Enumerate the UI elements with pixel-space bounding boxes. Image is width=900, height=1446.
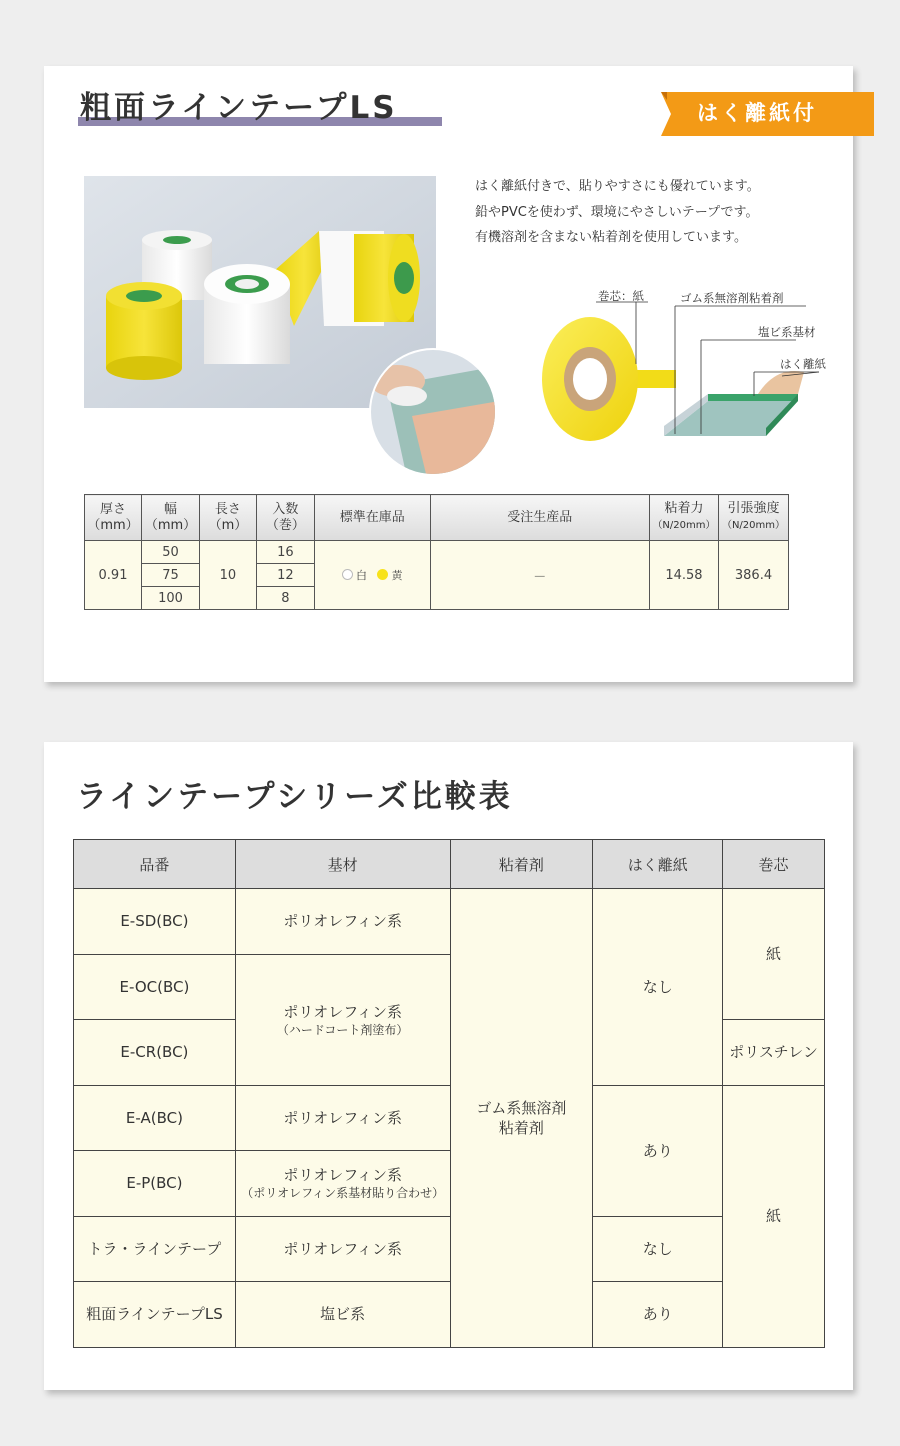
adhesive-cell: ゴム系無溶剤 粘着剤 — [450, 889, 593, 1348]
tensile-value: 386.4 — [718, 541, 788, 610]
description-line: はく離紙付きで、貼りやすさにも優れています。 — [475, 179, 760, 194]
liner-cell: あり — [593, 1282, 723, 1348]
product-title: 粗面ラインテープLS — [80, 90, 398, 126]
stock-colors — [314, 541, 430, 610]
comparison-table — [73, 839, 825, 1348]
description-line: 有機溶剤を含まない粘着剤を使用しています。 — [475, 230, 747, 245]
header-core: 巻芯 — [723, 840, 825, 889]
header-quantity: 入数 （巻） — [256, 495, 314, 541]
liner-cell: なし — [593, 889, 723, 1086]
base-cell: ポリオレフィン系 — [235, 1085, 450, 1151]
liner-badge-text: はく離紙付 — [697, 101, 817, 125]
base-cell: ポリオレフィン系 — [235, 1216, 450, 1282]
white-swatch-icon — [342, 569, 353, 580]
header-stock: 標準在庫品 — [314, 495, 430, 541]
quantity-value: 8 — [256, 587, 314, 610]
yellow-swatch-icon — [377, 569, 388, 580]
quantity-value: 16 — [256, 541, 314, 564]
core-cell: 紙 — [723, 1085, 825, 1347]
liner-badge — [661, 92, 874, 136]
liner-cell: なし — [593, 1216, 723, 1282]
header-adhesion: 粘着力 （N/20mm） — [649, 495, 718, 541]
adhesion-value: 14.58 — [649, 541, 718, 610]
liner-label: はく離紙 — [780, 357, 826, 371]
header-width: 幅 （mm） — [141, 495, 199, 541]
header-product: 品番 — [74, 840, 236, 889]
length-value: 10 — [199, 541, 256, 610]
base-cell: ポリオレフィン系 （ハードコート剤塗布） — [235, 954, 450, 1085]
product-cell: 粗面ラインテープLS — [74, 1282, 236, 1348]
header-length: 長さ （m） — [199, 495, 256, 541]
thickness-value: 0.91 — [85, 541, 142, 610]
liner-cell: あり — [593, 1085, 723, 1216]
header-tensile: 引張強度 （N/20mm） — [718, 495, 788, 541]
base-cell: 塩ビ系 — [235, 1282, 450, 1348]
base-label: 塩ビ系基材 — [758, 325, 816, 339]
stock-yellow: 黄 — [391, 569, 403, 582]
core-label: 巻芯：紙 — [598, 289, 644, 303]
tape-structure-diagram — [536, 276, 836, 451]
header-base: 基材 — [235, 840, 450, 889]
spec-table — [84, 494, 789, 610]
width-value: 100 — [141, 587, 199, 610]
header-liner: はく離紙 — [593, 840, 723, 889]
header-order: 受注生産品 — [430, 495, 649, 541]
header-adhesive: 粘着剤 — [450, 840, 593, 889]
liner-peel-photo — [367, 346, 499, 478]
adhesive-label: ゴム系無溶剤粘着剤 — [680, 291, 784, 305]
product-cell: トラ・ラインテープ — [74, 1216, 236, 1282]
product-cell: E-A(BC) — [74, 1085, 236, 1151]
comparison-card — [44, 742, 853, 1390]
header-thickness: 厚さ （mm） — [85, 495, 142, 541]
quantity-value: 12 — [256, 564, 314, 587]
order-value: － — [430, 541, 649, 610]
product-cell: E-SD(BC) — [74, 889, 236, 955]
base-cell: ポリオレフィン系 （ポリオレフィン系基材貼り合わせ） — [235, 1151, 450, 1217]
product-cell: E-P(BC) — [74, 1151, 236, 1217]
comparison-title: ラインテープシリーズ比較表 — [76, 779, 513, 815]
core-cell: 紙 — [723, 889, 825, 1020]
width-value: 75 — [141, 564, 199, 587]
base-cell: ポリオレフィン系 — [235, 889, 450, 955]
core-cell: ポリスチレン — [723, 1020, 825, 1086]
product-card — [44, 66, 853, 682]
stock-white: 白 — [355, 569, 367, 582]
product-cell: E-CR(BC) — [74, 1020, 236, 1086]
description-line: 鉛やPVCを使わず、環境にやさしいテープです。 — [475, 204, 759, 220]
product-cell: E-OC(BC) — [74, 954, 236, 1020]
product-description — [475, 174, 760, 251]
width-value: 50 — [141, 541, 199, 564]
